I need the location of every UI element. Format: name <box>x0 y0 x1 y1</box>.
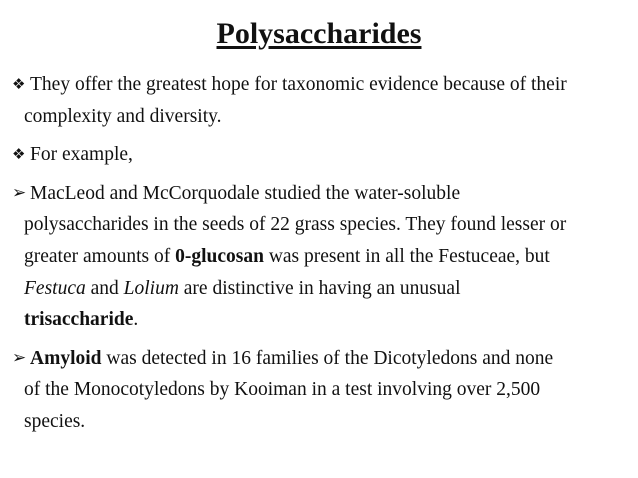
paragraph-taxonomic-hope <box>12 69 628 132</box>
text-segment: are distinctive in having an unusual <box>178 277 461 299</box>
text-line: of the Monocotyledons by Kooiman in a test involving over 2,500 <box>24 379 541 401</box>
term-amyloid: Amyloid <box>30 347 102 369</box>
text-line: For example, <box>30 144 133 166</box>
text-line: MacLeod and McCorquodale studied the water-soluble <box>30 182 461 204</box>
arrow-bullet-icon: ➢ <box>12 347 27 368</box>
term-glucosan: 0-glucosan <box>175 245 264 267</box>
arrow-bullet-icon: ➢ <box>12 182 27 203</box>
genus-festuca: Festuca <box>24 277 86 299</box>
paragraph-amyloid <box>12 343 628 438</box>
diamond-bullet-icon: ❖ <box>12 145 26 164</box>
paragraph-for-example <box>12 139 628 171</box>
paragraph-macleod <box>12 178 628 336</box>
term-trisaccharide: trisaccharide <box>24 309 134 331</box>
text-segment: was detected in 16 families of the Dicotyledons and none <box>101 347 554 369</box>
text-line: polysaccharides in the seeds of 22 grass species. They found lesser or <box>24 214 567 236</box>
text-segment: and <box>85 277 124 299</box>
text-line: species. <box>24 410 86 432</box>
slide-body <box>12 69 628 438</box>
genus-lolium: Lolium <box>123 277 179 299</box>
text-line: They offer the greatest hope for taxonomic evidence because of their <box>30 74 567 95</box>
slide-title: Polysaccharides <box>216 17 422 50</box>
text-line: complexity and diversity. <box>24 105 222 127</box>
text-segment: was present in all the Festuceae, but <box>263 245 550 267</box>
text-segment: greater amounts of <box>24 245 176 267</box>
diamond-bullet-icon: ❖ <box>12 75 26 93</box>
text-segment: . <box>133 309 139 331</box>
